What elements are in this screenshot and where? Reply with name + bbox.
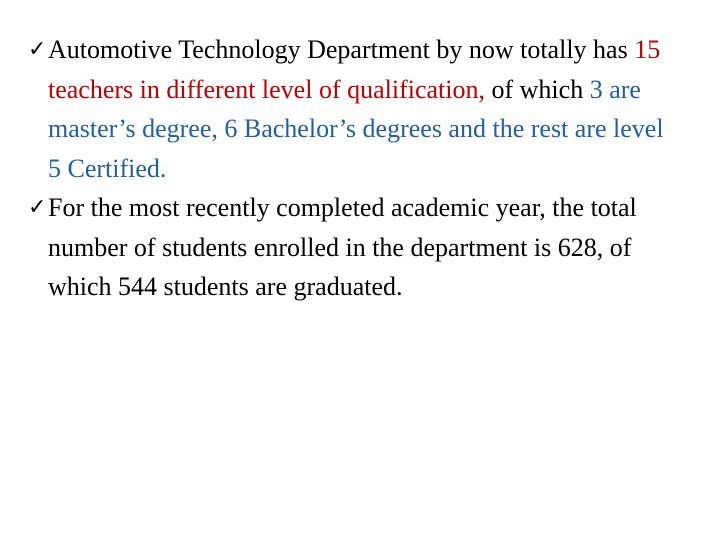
bullet-text-part: For the most recently completed academic year, the total number of students enrolled in the department is 628, of which 544 students are graduated. — [48, 193, 637, 301]
bullet-item-students — [28, 188, 678, 307]
check-icon: ✓ — [28, 195, 47, 220]
bullet-item-faculty — [28, 30, 678, 188]
bullet-text-highlight-blue: 3 are master’s degree, 6 Bachelor’s degrees and the rest are level 5 Certified. — [48, 74, 664, 183]
bullet-text-part: of which — [485, 74, 590, 104]
bullet-text-highlight-red: 15 teachers in different level of qualification, — [48, 35, 661, 104]
bullet-text-part: Automotive Technology Department by now totally has — [48, 35, 635, 64]
bullet-list — [28, 30, 678, 307]
check-icon: ✓ — [28, 37, 47, 62]
